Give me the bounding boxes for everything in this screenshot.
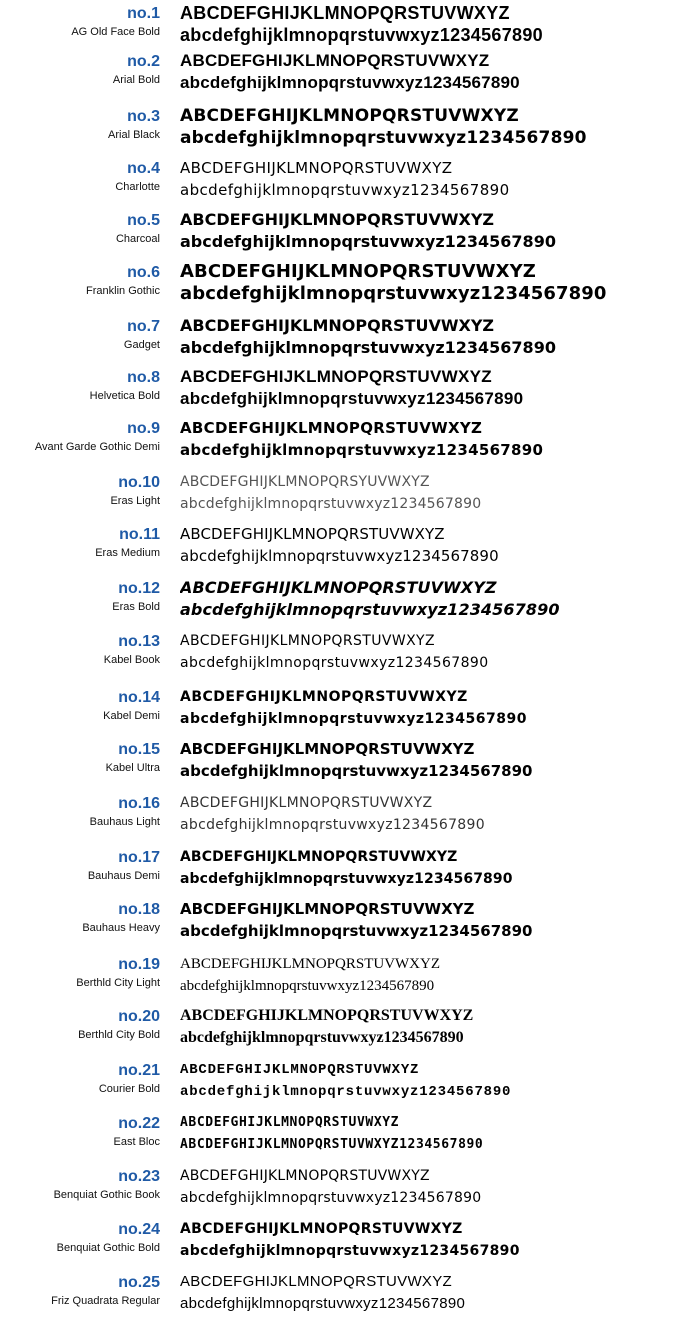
uppercase-sample: ABCDEFGHIJKLMNOPQRSTUVWXYZ <box>180 1007 474 1024</box>
uppercase-sample: ABCDEFGHIJKLMNOPQRSTUVWXYZ <box>180 525 445 543</box>
font-name: Franklin Gothic <box>86 285 160 297</box>
font-number: no.4 <box>127 160 160 177</box>
uppercase-sample: ABCDEFGHIJKLMNOPQRSTUVWXYZ <box>180 849 458 865</box>
lowercase-sample: abcdefghijklmnopqrstuvwxyz1234567890 <box>180 817 485 833</box>
font-name: Arial Bold <box>112 74 160 86</box>
lowercase-sample: abcdefghijklmnopqrstuvwxyz1234567890 <box>180 496 482 512</box>
lowercase-sample: abcdefghijklmnopqrstuvwxyz1234567890 <box>180 1295 466 1312</box>
font-name: East Bloc <box>113 1136 160 1148</box>
font-sample-row <box>0 364 673 416</box>
font-name: Kabel Demi <box>103 710 160 722</box>
font-name: Bauhaus Heavy <box>82 922 160 934</box>
font-name: Charlotte <box>115 181 160 193</box>
uppercase-sample: ABCDEFGHIJKLMNOPQRSTUVWXYZ <box>180 740 475 758</box>
font-name: Bauhaus Light <box>89 816 160 828</box>
uppercase-sample: ABCDEFGHIJKLMNOPQRSTUVWXYZ <box>180 3 510 23</box>
font-sample-row <box>0 103 673 155</box>
uppercase-sample: ABCDEFGHIJKLMNOPQRSTUVWXYZ <box>180 1168 430 1184</box>
font-number: no.25 <box>118 1274 160 1291</box>
font-number: no.2 <box>127 53 160 70</box>
font-number: no.22 <box>118 1115 160 1132</box>
font-name: AG Old Face Bold <box>71 26 160 38</box>
uppercase-sample: ABCDEFGHIJKLMNOPQRSTUVWXYZ <box>180 159 453 177</box>
uppercase-sample: ABCDEFGHIJKLMNOPQRSTUVWXYZ <box>180 1273 452 1290</box>
font-name: Friz Quadrata Regular <box>51 1295 160 1307</box>
uppercase-sample: ABCDEFGHIJKLMNOPQRSTUVWXYZ <box>180 1221 463 1237</box>
lowercase-sample: abcdefghijklmnopqrstuvwxyz1234567890 <box>180 1084 512 1100</box>
font-name: Eras Medium <box>95 547 160 559</box>
font-name: Bauhaus Demi <box>87 870 160 882</box>
font-sample-row <box>0 736 673 788</box>
lowercase-sample: abcdefghijklmnopqrstuvwxyz1234567890 <box>180 547 499 565</box>
lowercase-sample: abcdefghijklmnopqrstuvwxyz1234567890 <box>180 655 489 671</box>
font-number: no.14 <box>118 689 160 706</box>
font-sample-row <box>0 844 673 896</box>
uppercase-sample: ABCDEFGHIJKLMNOPQRSTUVWXYZ <box>180 419 483 437</box>
font-name: Benquiat Gothic Bold <box>56 1242 160 1254</box>
font-number: no.9 <box>127 420 160 437</box>
uppercase-sample: ABCDEFGHIJKLMNOPQRSTUVWXYZ <box>180 900 475 918</box>
font-sample-row <box>0 313 673 365</box>
font-number: no.5 <box>127 212 160 229</box>
font-sample-row <box>0 896 673 948</box>
font-number: no.21 <box>118 1062 160 1079</box>
uppercase-sample: ABCDEFGHIJKLMNOPQRSTUVWXYZ <box>180 261 536 282</box>
font-name: Courier Bold <box>98 1083 160 1095</box>
font-sample-row <box>0 0 673 52</box>
font-sample-row <box>0 1216 673 1268</box>
font-name: Benquiat Gothic Book <box>53 1189 160 1201</box>
font-name: Kabel Ultra <box>105 762 160 774</box>
font-number: no.18 <box>118 901 160 918</box>
font-number: no.10 <box>118 474 160 491</box>
font-sample-row <box>0 1057 673 1109</box>
uppercase-sample: ABCDEFGHIJKLMNOPQRSTUVWXYZ <box>180 578 497 597</box>
font-number: no.3 <box>127 108 160 125</box>
font-name: Eras Bold <box>112 601 160 613</box>
uppercase-sample: ABCDEFGHIJKLMNOPQRSTUVWXYZ <box>180 1115 400 1130</box>
lowercase-sample: abcdefghijklmnopqrstuvwxyz1234567890 <box>180 389 524 408</box>
uppercase-sample: ABCDEFGHIJKLMNOPQRSYUVWXYZ <box>180 474 430 490</box>
font-name: Gadget <box>123 339 160 351</box>
font-sample-row <box>0 48 673 100</box>
font-sample-row <box>0 684 673 736</box>
lowercase-sample: abcdefghijklmnopqrstuvwxyz1234567890 <box>180 711 527 727</box>
lowercase-sample: abcdefghijklmnopqrstuvwxyz1234567890 <box>180 871 513 887</box>
font-number: no.7 <box>127 318 160 335</box>
lowercase-sample: ABCDEFGHIJKLMNOPQRSTUVWXYZ1234567890 <box>180 1137 484 1152</box>
font-sample-row <box>0 1003 673 1055</box>
lowercase-sample: abcdefghijklmnopqrstuvwxyz1234567890 <box>180 338 556 357</box>
font-sample-row <box>0 1269 673 1321</box>
uppercase-sample: ABCDEFGHIJKLMNOPQRSTUVWXYZ <box>180 1062 420 1078</box>
lowercase-sample: abcdefghijklmnopqrstuvwxyz1234567890 <box>180 978 435 994</box>
lowercase-sample: abcdefghijklmnopqrstuvwxyz1234567890 <box>180 762 533 780</box>
font-number: no.23 <box>118 1168 160 1185</box>
uppercase-sample: ABCDEFGHIJKLMNOPQRSTUVWXYZ <box>180 633 436 649</box>
lowercase-sample: abcdefghijklmnopqrstuvwxyz1234567890 <box>180 25 543 45</box>
lowercase-sample: abcdefghijklmnopqrstuvwxyz1234567890 <box>180 922 533 940</box>
font-name: Kabel Book <box>103 654 160 666</box>
font-number: no.12 <box>118 580 160 597</box>
lowercase-sample: abcdefghijklmnopqrstuvwxyz1234567890 <box>180 1029 464 1046</box>
font-number: no.1 <box>127 5 160 22</box>
font-name: Arial Black <box>108 129 160 141</box>
font-number: no.13 <box>118 633 160 650</box>
font-sample-row <box>0 628 673 680</box>
lowercase-sample: abcdefghijklmnopqrstuvwxyz1234567890 <box>180 232 556 251</box>
font-sample-row <box>0 575 673 627</box>
uppercase-sample: ABCDEFGHIJKLMNOPQRSTUVWXYZ <box>180 367 492 386</box>
uppercase-sample: ABCDEFGHIJKLMNOPQRSTUVWXYZ <box>180 689 468 705</box>
uppercase-sample: ABCDEFGHIJKLMNOPQRSTUVWXYZ <box>180 795 433 811</box>
font-sample-row <box>0 521 673 573</box>
font-name: Avant Garde Gothic Demi <box>34 441 160 453</box>
font-name: Helvetica Bold <box>89 390 160 402</box>
font-number: no.6 <box>127 264 160 281</box>
uppercase-sample: ABCDEFGHIJKLMNOPQRSTUVWXYZ <box>180 51 490 70</box>
font-number: no.19 <box>118 956 160 973</box>
font-sample-row <box>0 790 673 842</box>
lowercase-sample: abcdefghijklmnopqrstuvwxyz1234567890 <box>180 128 587 148</box>
font-number: no.17 <box>118 849 160 866</box>
lowercase-sample: abcdefghijklmnopqrstuvwxyz1234567890 <box>180 600 560 619</box>
font-name: Berthld City Bold <box>78 1029 160 1041</box>
lowercase-sample: abcdefghijklmnopqrstuvwxyz1234567890 <box>180 441 544 459</box>
font-number: no.8 <box>127 369 160 386</box>
font-sample-row <box>0 951 673 1003</box>
lowercase-sample: abcdefghijklmnopqrstuvwxyz1234567890 <box>180 181 510 199</box>
uppercase-sample: ABCDEFGHIJKLMNOPQRSTUVWXYZ <box>180 956 441 972</box>
font-name: Berthld City Light <box>76 977 160 989</box>
font-name: Charcoal <box>115 233 160 245</box>
font-number: no.24 <box>118 1221 160 1238</box>
font-number: no.20 <box>118 1008 160 1025</box>
font-number: no.15 <box>118 741 160 758</box>
font-sample-row <box>0 415 673 467</box>
font-sample-row <box>0 1163 673 1215</box>
font-number: no.16 <box>118 795 160 812</box>
uppercase-sample: ABCDEFGHIJKLMNOPQRSTUVWXYZ <box>180 210 495 229</box>
font-name: Eras Light <box>110 495 160 507</box>
uppercase-sample: ABCDEFGHIJKLMNOPQRSTUVWXYZ <box>180 106 519 126</box>
font-sample-row <box>0 207 673 259</box>
uppercase-sample: ABCDEFGHIJKLMNOPQRSTUVWXYZ <box>180 316 495 335</box>
lowercase-sample: abcdefghijklmnopqrstuvwxyz1234567890 <box>180 1243 520 1259</box>
lowercase-sample: abcdefghijklmnopqrstuvwxyz1234567890 <box>180 1190 482 1206</box>
font-sample-row <box>0 1110 673 1162</box>
lowercase-sample: abcdefghijklmnopqrstuvwxyz1234567890 <box>180 73 520 92</box>
font-sample-row <box>0 259 673 311</box>
font-sample-row <box>0 155 673 207</box>
font-number: no.11 <box>119 526 160 543</box>
font-sample-row <box>0 469 673 521</box>
lowercase-sample: abcdefghijklmnopqrstuvwxyz1234567890 <box>180 283 607 304</box>
